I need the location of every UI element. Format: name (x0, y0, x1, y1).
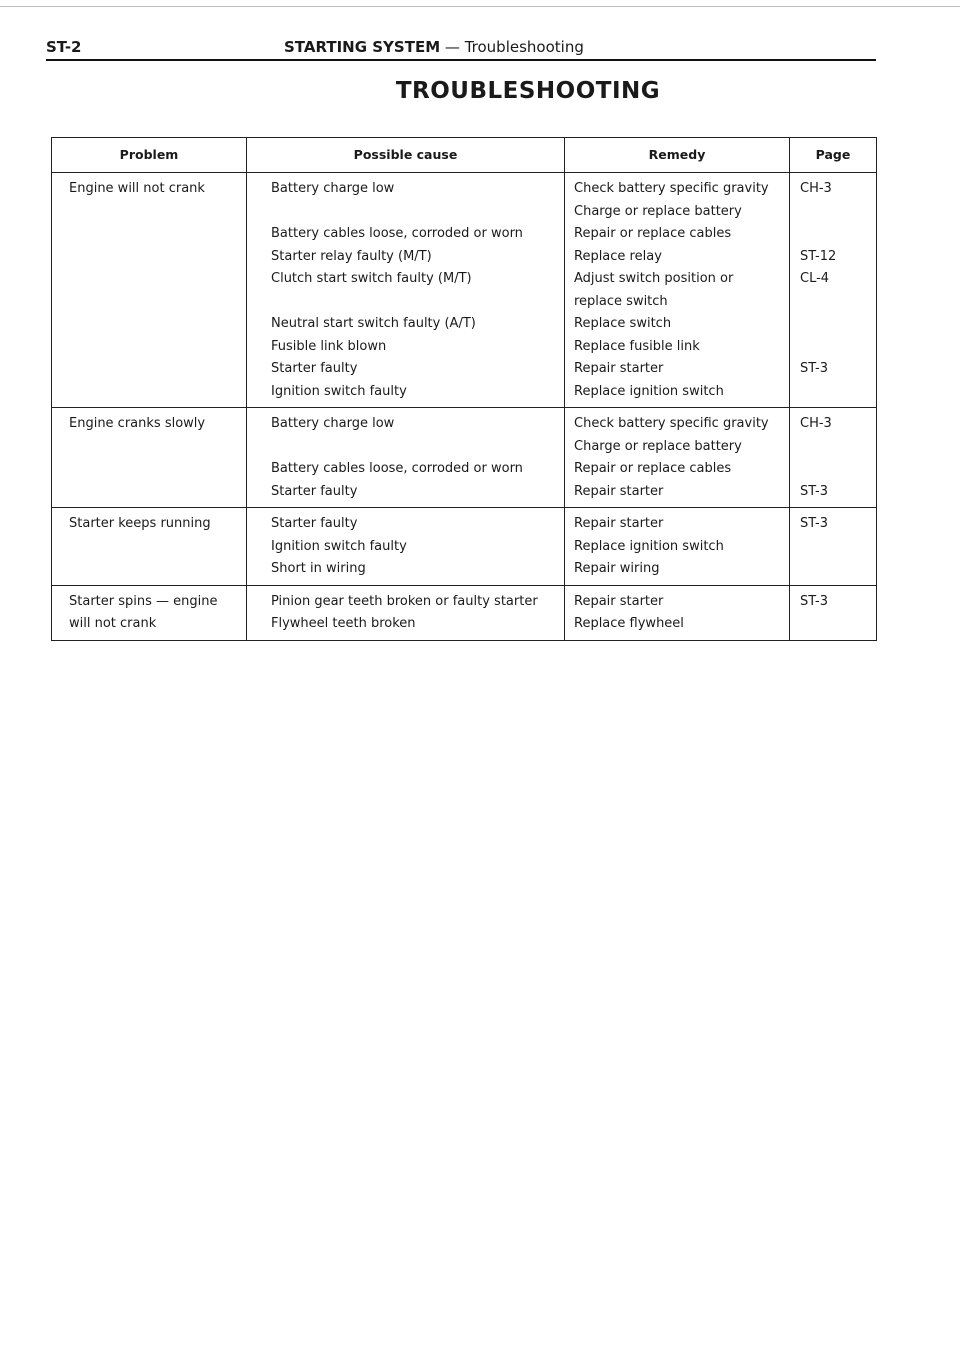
column-header-problem: Problem (52, 138, 247, 173)
remedy-line: Replace switch (574, 316, 672, 331)
remedy-cell (565, 173, 790, 408)
cause-line: Starter faulty (271, 361, 358, 376)
problem-line: Starter keeps running (69, 516, 211, 531)
page-code: ST-2 (46, 38, 82, 56)
column-header-cause: Possible cause (247, 138, 565, 173)
cause-line: Battery cables loose, corroded or worn (271, 461, 523, 476)
page-ref: ST-3 (800, 516, 828, 531)
cause-line: Starter faulty (271, 516, 358, 531)
table-row (52, 408, 877, 508)
table-header-row (52, 138, 877, 173)
scan-top-rule (0, 6, 960, 7)
problem-cell (52, 508, 247, 586)
page-ref (800, 291, 876, 314)
cause-cell (247, 173, 565, 408)
page-ref: CH-3 (800, 181, 832, 196)
cause-line (271, 291, 564, 314)
remedy-line: Check battery specific gravity (574, 416, 769, 431)
remedy-line: Adjust switch position or (574, 271, 734, 286)
cause-line (271, 436, 564, 459)
page-ref (800, 223, 876, 246)
remedy-line: Repair starter (574, 593, 664, 609)
remedy-line: Charge or replace battery (574, 203, 742, 219)
subsection-name: Troubleshooting (464, 38, 584, 56)
page-ref (800, 536, 876, 559)
remedy-line: Repair starter (574, 516, 664, 531)
column-header-page: Page (790, 138, 877, 173)
cause-line (271, 201, 564, 224)
problem-cell (52, 173, 247, 408)
page-ref (800, 613, 876, 636)
remedy-line: Replace ignition switch (574, 538, 724, 554)
table-body (52, 173, 877, 641)
remedy-line: Replace relay (574, 248, 662, 264)
cause-line: Starter faulty (271, 483, 358, 499)
remedy-line: Repair or replace cables (574, 226, 732, 241)
problem-line: Starter spins — engine (69, 593, 218, 609)
cause-line: Battery cables loose, corroded or worn (271, 226, 523, 241)
cause-line: Short in wiring (271, 561, 366, 576)
problem-cell (52, 408, 247, 508)
problem-line: will not crank (69, 616, 157, 631)
remedy-line: Repair starter (574, 361, 664, 376)
cause-line: Fusible link blown (271, 338, 387, 354)
cause-line: Pinion gear teeth broken or faulty starter (271, 593, 538, 609)
page-ref (800, 436, 876, 459)
remedy-line: Repair or replace cables (574, 461, 732, 476)
cause-line: Clutch start switch faulty (M/T) (271, 271, 472, 286)
running-title (284, 38, 584, 56)
page-ref (800, 201, 876, 224)
page-ref: ST-3 (800, 361, 828, 376)
page-ref (800, 313, 876, 336)
cause-line: Neutral start switch faulty (A/T) (271, 316, 476, 331)
remedy-cell (565, 408, 790, 508)
cause-line: Battery charge low (271, 181, 395, 196)
problem-line: Engine will not crank (69, 181, 205, 196)
troubleshooting-table (51, 137, 877, 641)
page-ref: CH-3 (800, 416, 832, 431)
remedy-line: Repair wiring (574, 561, 660, 576)
page-ref: ST-3 (800, 593, 828, 609)
problem-cell (52, 585, 247, 640)
page-ref (800, 336, 876, 359)
table-row (52, 173, 877, 408)
remedy-line: Charge or replace battery (574, 438, 742, 454)
page-ref: ST-12 (800, 248, 837, 264)
section-name: STARTING SYSTEM (284, 38, 441, 56)
problem-line: Engine cranks slowly (69, 416, 206, 431)
remedy-line: Replace flywheel (574, 616, 684, 631)
column-header-remedy: Remedy (565, 138, 790, 173)
header-rule (46, 59, 876, 61)
remedy-cell (565, 585, 790, 640)
remedy-line: Repair starter (574, 483, 664, 499)
page-ref (800, 381, 876, 404)
remedy-line: replace switch (574, 293, 668, 309)
page-ref (800, 458, 876, 481)
page-ref: CL-4 (800, 271, 830, 286)
cause-cell (247, 508, 565, 586)
cause-line: Starter relay faulty (M/T) (271, 248, 432, 264)
remedy-line: Replace fusible link (574, 338, 700, 354)
cause-cell (247, 585, 565, 640)
remedy-cell (565, 508, 790, 586)
table-row (52, 508, 877, 586)
cause-line: Flywheel teeth broken (271, 616, 416, 631)
page-title-wrap (0, 78, 960, 104)
page-title: TROUBLESHOOTING (395, 78, 661, 104)
cause-line: Ignition switch faulty (271, 383, 407, 399)
cause-cell (247, 408, 565, 508)
page-ref-cell (790, 585, 877, 640)
remedy-line: Replace ignition switch (574, 383, 724, 399)
table-row (52, 585, 877, 640)
cause-line: Battery charge low (271, 416, 395, 431)
title-separator: — (444, 38, 460, 56)
page-ref (800, 558, 876, 581)
page-ref: ST-3 (800, 483, 828, 499)
cause-line: Ignition switch faulty (271, 538, 407, 554)
page-ref-cell (790, 408, 877, 508)
page-ref-cell (790, 173, 877, 408)
page-ref-cell (790, 508, 877, 586)
remedy-line: Check battery specific gravity (574, 181, 769, 196)
